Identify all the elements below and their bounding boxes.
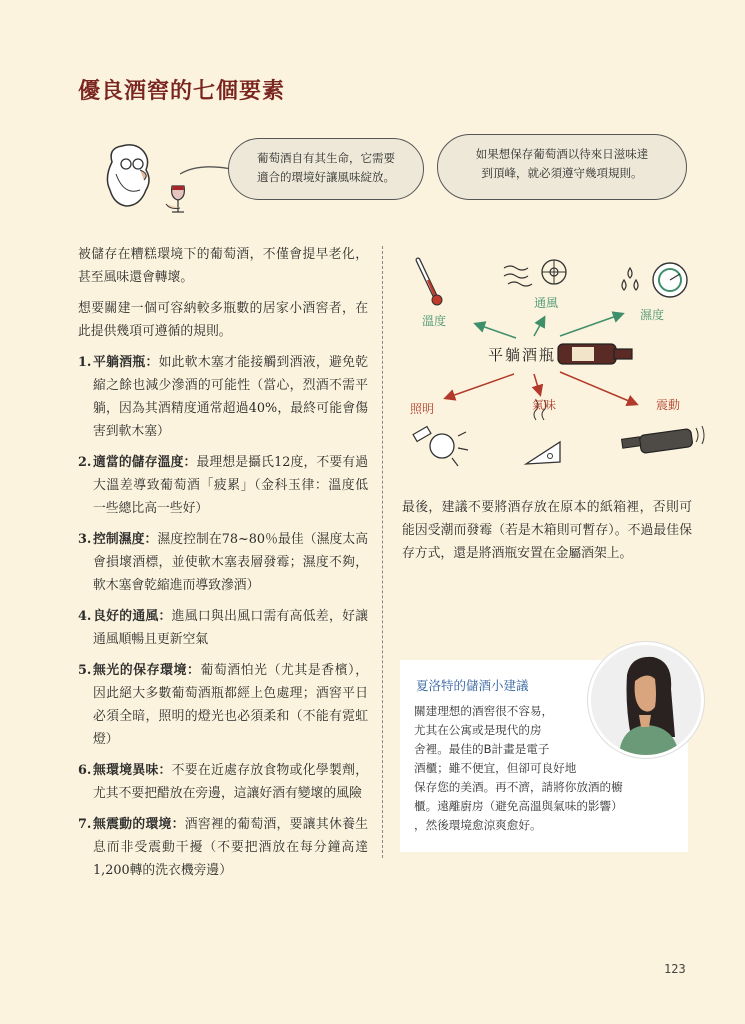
wine-bottle-icon	[558, 344, 632, 364]
bubble-line: 適合的環境好讓風味綻放。	[257, 170, 395, 184]
rule-heading: 控制濕度：	[93, 532, 158, 547]
rule-number: 7.	[78, 817, 92, 832]
rule-text: 不要在近處存放食物或化學製劑，尤其不要把醋放在旁邊，這讓好酒有變壞的風險	[93, 763, 369, 801]
tip-line: 舍裡。最佳的B計畫是電子	[414, 742, 550, 756]
label-temperature: 溫度	[422, 314, 447, 328]
rule-heading: 平躺酒瓶：	[93, 355, 159, 370]
page-number: 123	[664, 962, 686, 976]
rule-item	[78, 528, 368, 597]
rule-text: 葡萄酒怕光（尤其是香檳），因此絕大多數葡萄酒瓶都經上色處理；酒窖平日必須全暗，照明的燈光也必須柔和（不能有霓虹燈）	[93, 663, 368, 747]
rule-heading: 適當的儲存溫度：	[93, 455, 197, 470]
closing-paragraph: 最後，建議不要將酒存放在原本的紙箱裡，否則可能因受潮而發霉（若是木箱則可暫存）。不過最佳保存方式，還是將酒瓶安置在金屬酒架上。	[402, 500, 692, 561]
rule-text: 如此軟木塞才能接觸到酒液，避免乾縮之餘也減少滲酒的可能性（當心，烈酒不需平躺，因為其酒精度通常超過40%，最終可能會傷害到軟木塞）	[93, 355, 369, 439]
fan-icon	[504, 260, 566, 286]
label-vibration: 震動	[656, 398, 681, 412]
tip-line: 尤其在公寓或是現代的房	[414, 723, 542, 737]
intro-paragraph: 被儲存在糟糕環境下的葡萄酒，不僅會提早老化，甚至風味還會轉壞。	[78, 247, 368, 285]
intro-paragraph: 想要關建一個可容納較多瓶數的居家小酒窖者，在此提供幾項可遵循的規則。	[78, 301, 368, 339]
rule-number: 4.	[78, 609, 92, 624]
label-center: 平躺酒瓶	[488, 346, 557, 364]
column-divider	[382, 246, 383, 858]
avatar	[588, 642, 704, 758]
humidity-gauge-icon	[622, 263, 687, 297]
rule-number: 5.	[78, 663, 92, 678]
tip-line: 酒櫃；雖不便宜，但卻可良好地	[414, 761, 577, 775]
bubble-line: 葡萄酒自有其生命，它需要	[257, 151, 395, 165]
rule-number: 3.	[78, 532, 92, 547]
rule-number: 1.	[78, 355, 92, 370]
tip-line: 關建理想的酒窖很不容易，	[414, 704, 554, 718]
speech-bubble-right	[437, 134, 687, 200]
tip-line: ，然後環境愈涼爽愈好。	[414, 818, 542, 832]
rule-number: 6.	[78, 763, 92, 778]
tip-line: 櫃。遠離廚房（避免高溫與氣味的影響）	[414, 799, 623, 813]
page-title: 優良酒窖的七個要素	[78, 79, 286, 104]
rule-item	[78, 759, 368, 805]
rule-item	[78, 605, 368, 651]
vibrating-bottle-icon	[622, 426, 704, 454]
light-bulb-icon	[413, 427, 468, 466]
rule-item	[78, 659, 368, 751]
rule-text: 進風口與出風口需有高低差，好讓通風順暢且更新空氣	[93, 609, 369, 647]
rule-heading: 無光的保存環境：	[93, 663, 201, 678]
rule-item	[78, 351, 368, 443]
rule-text: 濕度控制在78~80％最佳（濕度太高會損壞酒標，並使軟木塞表層發霉；濕度不夠，軟木塞會乾縮進而導致滲酒）	[93, 532, 369, 593]
thermometer-icon	[418, 260, 442, 305]
rule-item	[78, 451, 368, 520]
tip-line: 保存您的美酒。再不濟，請將你放酒的櫥	[414, 780, 623, 794]
label-humidity: 濕度	[640, 308, 665, 322]
rule-heading: 無環境異味：	[93, 763, 172, 778]
label-odor: 氣味	[532, 398, 557, 412]
bubble-line: 如果想保存葡萄酒以待來日滋味達	[475, 147, 649, 161]
label-ventilation: 通風	[534, 296, 559, 310]
rule-item	[78, 813, 368, 882]
speech-bubble-left	[228, 138, 424, 200]
rule-text: 最理想是攝氏12度，不要有過大溫差導致葡萄酒「疲累」（金科玉律：溫度低一些總比高一些好）	[93, 455, 368, 516]
tip-title: 夏洛特的儲酒小建議	[416, 678, 529, 693]
label-lighting: 照明	[410, 402, 435, 416]
rule-text: 酒窖裡的葡萄酒，要讓其休養生息而非受震動干擾（不要把酒放在每分鐘高達1,200轉的洗衣機旁邊）	[93, 817, 369, 878]
rules-list	[78, 351, 368, 882]
bubble-line: 到頂峰，就必須遵守幾項規則。	[481, 166, 643, 180]
main-text-column	[78, 243, 368, 890]
storage-factors-diagram	[404, 250, 714, 480]
rule-heading: 無震動的環境：	[93, 817, 185, 832]
rule-number: 2.	[78, 455, 92, 470]
rule-heading: 良好的通風：	[93, 609, 172, 624]
bearded-man-illustration	[100, 140, 210, 220]
